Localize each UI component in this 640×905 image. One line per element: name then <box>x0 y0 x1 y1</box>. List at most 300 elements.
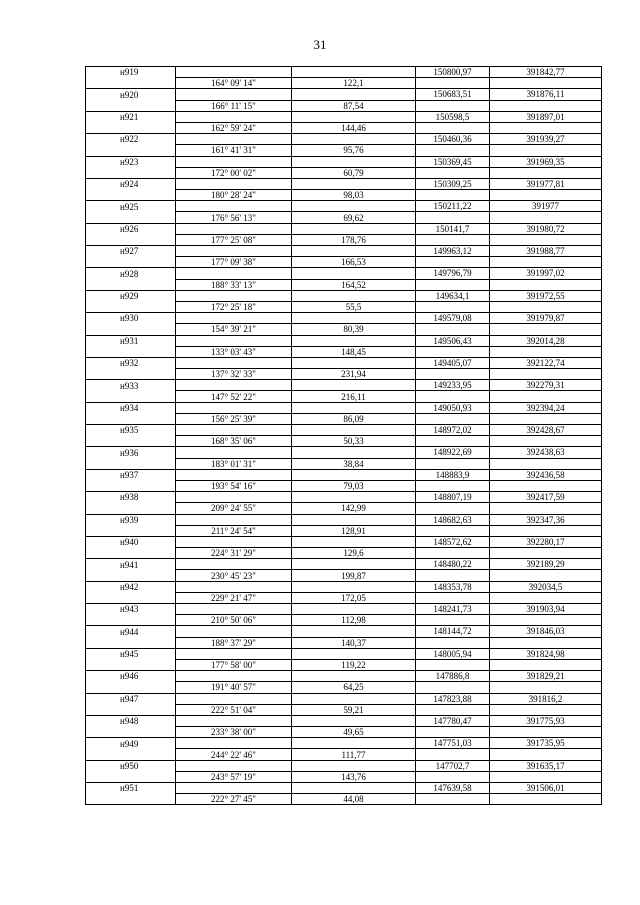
empty-cell <box>176 693 292 704</box>
point-name: н936 <box>86 447 176 458</box>
segment-row <box>86 190 602 201</box>
point-row <box>86 67 602 78</box>
segment-row <box>86 592 602 603</box>
empty-cell <box>176 671 292 682</box>
segment-length: 95,76 <box>292 145 416 156</box>
empty-cell <box>86 592 176 603</box>
point-name: н933 <box>86 380 176 391</box>
x-coordinate: 150598,5 <box>416 111 490 122</box>
empty-cell <box>416 682 490 693</box>
empty-cell <box>86 548 176 559</box>
x-coordinate: 148480,22 <box>416 559 490 570</box>
y-coordinate: 391977,81 <box>490 178 602 189</box>
y-coordinate: 391824,98 <box>490 648 602 659</box>
segment-length: 60,79 <box>292 167 416 178</box>
empty-cell <box>292 514 416 525</box>
empty-cell <box>176 134 292 145</box>
empty-cell <box>176 738 292 749</box>
segment-row <box>86 503 602 514</box>
point-row <box>86 357 602 368</box>
empty-cell <box>490 637 602 648</box>
empty-cell <box>416 659 490 670</box>
y-coordinate: 392189,29 <box>490 559 602 570</box>
segment-length: 166,53 <box>292 257 416 268</box>
segment-length: 164,52 <box>292 279 416 290</box>
empty-cell <box>176 246 292 257</box>
empty-cell <box>416 301 490 312</box>
empty-cell <box>86 391 176 402</box>
y-coordinate: 391972,55 <box>490 290 602 301</box>
y-coordinate: 392014,28 <box>490 335 602 346</box>
empty-cell <box>86 503 176 514</box>
segment-row <box>86 615 602 626</box>
empty-cell <box>416 212 490 223</box>
point-name: н937 <box>86 469 176 480</box>
y-coordinate: 391988,77 <box>490 246 602 257</box>
point-row <box>86 223 602 234</box>
segment-length: 122,1 <box>292 78 416 89</box>
empty-cell <box>416 167 490 178</box>
direction-angle: 164° 09' 14" <box>176 78 292 89</box>
direction-angle: 224° 31' 29" <box>176 548 292 559</box>
empty-cell <box>490 369 602 380</box>
empty-cell <box>176 290 292 301</box>
point-name: н951 <box>86 783 176 794</box>
point-name: н939 <box>86 514 176 525</box>
segment-length: 80,39 <box>292 324 416 335</box>
empty-cell <box>176 223 292 234</box>
empty-cell <box>86 771 176 782</box>
empty-cell <box>490 122 602 133</box>
point-name: н919 <box>86 67 176 78</box>
segment-length: 178,76 <box>292 234 416 245</box>
empty-cell <box>292 380 416 391</box>
empty-cell <box>86 615 176 626</box>
x-coordinate: 150460,36 <box>416 134 490 145</box>
point-name: н935 <box>86 425 176 436</box>
empty-cell <box>490 324 602 335</box>
empty-cell <box>86 727 176 738</box>
y-coordinate: 391969,35 <box>490 156 602 167</box>
x-coordinate: 149506,43 <box>416 335 490 346</box>
empty-cell <box>176 111 292 122</box>
empty-cell <box>490 525 602 536</box>
empty-cell <box>416 548 490 559</box>
empty-cell <box>416 234 490 245</box>
point-name: н924 <box>86 178 176 189</box>
empty-cell <box>292 201 416 212</box>
empty-cell <box>416 503 490 514</box>
empty-cell <box>292 357 416 368</box>
y-coordinate: 392436,58 <box>490 469 602 480</box>
empty-cell <box>490 503 602 514</box>
direction-angle: 161° 41' 31" <box>176 145 292 156</box>
empty-cell <box>86 167 176 178</box>
point-name: н934 <box>86 402 176 413</box>
point-row <box>86 715 602 726</box>
y-coordinate: 392347,36 <box>490 514 602 525</box>
empty-cell <box>292 536 416 547</box>
empty-cell <box>292 111 416 122</box>
empty-cell <box>490 436 602 447</box>
segment-row <box>86 100 602 111</box>
empty-cell <box>416 436 490 447</box>
direction-angle: 244° 22' 46" <box>176 749 292 760</box>
empty-cell <box>176 492 292 503</box>
empty-cell <box>86 749 176 760</box>
point-name: н946 <box>86 671 176 682</box>
empty-cell <box>86 122 176 133</box>
x-coordinate: 148353,78 <box>416 581 490 592</box>
x-coordinate: 147823,88 <box>416 693 490 704</box>
point-row <box>86 380 602 391</box>
empty-cell <box>292 335 416 346</box>
empty-cell <box>176 201 292 212</box>
point-name: н949 <box>86 738 176 749</box>
segment-length: 87,54 <box>292 100 416 111</box>
empty-cell <box>176 559 292 570</box>
direction-angle: 188° 37' 29" <box>176 637 292 648</box>
y-coordinate: 392034,5 <box>490 581 602 592</box>
x-coordinate: 149579,08 <box>416 313 490 324</box>
segment-row <box>86 458 602 469</box>
y-coordinate: 392417,59 <box>490 492 602 503</box>
direction-angle: 191° 40' 57" <box>176 682 292 693</box>
segment-length: 38,84 <box>292 458 416 469</box>
empty-cell <box>176 89 292 100</box>
empty-cell <box>86 570 176 581</box>
segment-row <box>86 480 602 491</box>
segment-length: 199,87 <box>292 570 416 581</box>
coordinates-table-body <box>86 67 602 805</box>
segment-row <box>86 749 602 760</box>
x-coordinate: 148972,02 <box>416 425 490 436</box>
direction-angle: 222° 27' 45" <box>176 794 292 805</box>
empty-cell <box>292 604 416 615</box>
empty-cell <box>176 156 292 167</box>
empty-cell <box>86 78 176 89</box>
direction-angle: 156° 25' 39" <box>176 413 292 424</box>
empty-cell <box>292 156 416 167</box>
x-coordinate: 150309,25 <box>416 178 490 189</box>
empty-cell <box>86 525 176 536</box>
segment-length: 142,99 <box>292 503 416 514</box>
point-name: н930 <box>86 313 176 324</box>
point-name: н932 <box>86 357 176 368</box>
empty-cell <box>176 715 292 726</box>
direction-angle: 243° 57' 19" <box>176 771 292 782</box>
empty-cell <box>490 413 602 424</box>
segment-length: 148,45 <box>292 346 416 357</box>
y-coordinate: 392438,63 <box>490 447 602 458</box>
point-name: н925 <box>86 201 176 212</box>
empty-cell <box>86 458 176 469</box>
point-name: н950 <box>86 760 176 771</box>
empty-cell <box>292 648 416 659</box>
point-name: н929 <box>86 290 176 301</box>
empty-cell <box>86 257 176 268</box>
segment-row <box>86 436 602 447</box>
empty-cell <box>490 145 602 156</box>
segment-length: 143,76 <box>292 771 416 782</box>
direction-angle: 133° 03' 43" <box>176 346 292 357</box>
empty-cell <box>176 760 292 771</box>
x-coordinate: 149405,07 <box>416 357 490 368</box>
empty-cell <box>86 100 176 111</box>
direction-angle: 230° 45' 23" <box>176 570 292 581</box>
empty-cell <box>416 727 490 738</box>
direction-angle: 172° 00' 02" <box>176 167 292 178</box>
y-coordinate: 391842,77 <box>490 67 602 78</box>
point-row <box>86 335 602 346</box>
empty-cell <box>490 592 602 603</box>
segment-row <box>86 771 602 782</box>
empty-cell <box>416 145 490 156</box>
empty-cell <box>416 279 490 290</box>
empty-cell <box>490 234 602 245</box>
empty-cell <box>176 268 292 279</box>
point-name: н942 <box>86 581 176 592</box>
segment-length: 128,91 <box>292 525 416 536</box>
x-coordinate: 148144,72 <box>416 626 490 637</box>
empty-cell <box>416 257 490 268</box>
y-coordinate: 391939,27 <box>490 134 602 145</box>
empty-cell <box>176 469 292 480</box>
empty-cell <box>416 525 490 536</box>
empty-cell <box>176 536 292 547</box>
direction-angle: 211° 24' 54" <box>176 525 292 536</box>
empty-cell <box>292 715 416 726</box>
empty-cell <box>86 413 176 424</box>
point-row <box>86 313 602 324</box>
segment-row <box>86 145 602 156</box>
point-name: н921 <box>86 111 176 122</box>
empty-cell <box>176 783 292 794</box>
empty-cell <box>490 279 602 290</box>
empty-cell <box>292 693 416 704</box>
y-coordinate: 392122,74 <box>490 357 602 368</box>
direction-angle: 177° 09' 38" <box>176 257 292 268</box>
point-name: н948 <box>86 715 176 726</box>
segment-row <box>86 659 602 670</box>
empty-cell <box>292 783 416 794</box>
empty-cell <box>490 615 602 626</box>
empty-cell <box>292 89 416 100</box>
empty-cell <box>292 313 416 324</box>
empty-cell <box>416 637 490 648</box>
segment-length: 79,03 <box>292 480 416 491</box>
y-coordinate: 391735,95 <box>490 738 602 749</box>
point-row <box>86 178 602 189</box>
segment-length: 119,22 <box>292 659 416 670</box>
direction-angle: 188° 33' 13" <box>176 279 292 290</box>
segment-row <box>86 413 602 424</box>
empty-cell <box>490 727 602 738</box>
segment-length: 172,05 <box>292 592 416 603</box>
x-coordinate: 147751,03 <box>416 738 490 749</box>
empty-cell <box>416 122 490 133</box>
empty-cell <box>86 794 176 805</box>
empty-cell <box>490 301 602 312</box>
x-coordinate: 148572,62 <box>416 536 490 547</box>
segment-row <box>86 301 602 312</box>
segment-row <box>86 682 602 693</box>
empty-cell <box>86 279 176 290</box>
point-row <box>86 111 602 122</box>
empty-cell <box>416 749 490 760</box>
point-name: н927 <box>86 246 176 257</box>
empty-cell <box>416 78 490 89</box>
segment-length: 129,6 <box>292 548 416 559</box>
segment-length: 231,94 <box>292 369 416 380</box>
point-row <box>86 447 602 458</box>
point-name: н922 <box>86 134 176 145</box>
empty-cell <box>292 402 416 413</box>
segment-length: 59,21 <box>292 704 416 715</box>
point-name: н931 <box>86 335 176 346</box>
point-row <box>86 469 602 480</box>
empty-cell <box>86 682 176 693</box>
empty-cell <box>176 604 292 615</box>
x-coordinate: 150800,97 <box>416 67 490 78</box>
x-coordinate: 147639,58 <box>416 783 490 794</box>
x-coordinate: 149233,95 <box>416 380 490 391</box>
point-row <box>86 559 602 570</box>
empty-cell <box>176 357 292 368</box>
empty-cell <box>86 324 176 335</box>
y-coordinate: 392279,31 <box>490 380 602 391</box>
direction-angle: 176° 56' 13" <box>176 212 292 223</box>
point-row <box>86 492 602 503</box>
segment-length: 69,62 <box>292 212 416 223</box>
segment-row <box>86 704 602 715</box>
point-name: н928 <box>86 268 176 279</box>
segment-row <box>86 212 602 223</box>
empty-cell <box>176 626 292 637</box>
point-name: н941 <box>86 559 176 570</box>
x-coordinate: 149050,93 <box>416 402 490 413</box>
segment-row <box>86 637 602 648</box>
point-row <box>86 156 602 167</box>
empty-cell <box>416 615 490 626</box>
x-coordinate: 148005,94 <box>416 648 490 659</box>
empty-cell <box>292 67 416 78</box>
segment-row <box>86 794 602 805</box>
empty-cell <box>292 760 416 771</box>
segment-row <box>86 122 602 133</box>
empty-cell <box>86 346 176 357</box>
empty-cell <box>416 592 490 603</box>
segment-row <box>86 78 602 89</box>
point-row <box>86 514 602 525</box>
point-row <box>86 201 602 212</box>
direction-angle: 180° 28' 24" <box>176 190 292 201</box>
empty-cell <box>86 436 176 447</box>
x-coordinate: 147886,8 <box>416 671 490 682</box>
segment-row <box>86 346 602 357</box>
y-coordinate: 391846,03 <box>490 626 602 637</box>
empty-cell <box>490 458 602 469</box>
point-name: н920 <box>86 89 176 100</box>
point-name: н940 <box>86 536 176 547</box>
empty-cell <box>292 581 416 592</box>
point-row <box>86 738 602 749</box>
empty-cell <box>86 301 176 312</box>
x-coordinate: 148922,69 <box>416 447 490 458</box>
segment-row <box>86 324 602 335</box>
empty-cell <box>490 548 602 559</box>
empty-cell <box>416 704 490 715</box>
empty-cell <box>416 100 490 111</box>
segment-length: 140,37 <box>292 637 416 648</box>
direction-angle: 177° 25' 08" <box>176 234 292 245</box>
direction-angle: 229° 21' 47" <box>176 592 292 603</box>
empty-cell <box>176 67 292 78</box>
point-row <box>86 290 602 301</box>
y-coordinate: 392428,67 <box>490 425 602 436</box>
direction-angle: 147° 52' 22" <box>176 391 292 402</box>
empty-cell <box>86 145 176 156</box>
segment-length: 44,08 <box>292 794 416 805</box>
segment-row <box>86 570 602 581</box>
empty-cell <box>490 704 602 715</box>
empty-cell <box>490 659 602 670</box>
empty-cell <box>416 369 490 380</box>
segment-length: 55,5 <box>292 301 416 312</box>
point-row <box>86 581 602 592</box>
empty-cell <box>292 268 416 279</box>
segment-length: 111,77 <box>292 749 416 760</box>
empty-cell <box>292 469 416 480</box>
direction-angle: 183° 01' 31" <box>176 458 292 469</box>
x-coordinate: 148883,9 <box>416 469 490 480</box>
empty-cell <box>176 581 292 592</box>
empty-cell <box>292 223 416 234</box>
empty-cell <box>176 178 292 189</box>
segment-length: 86,09 <box>292 413 416 424</box>
y-coordinate: 391903,94 <box>490 604 602 615</box>
point-name: н926 <box>86 223 176 234</box>
segment-row <box>86 727 602 738</box>
empty-cell <box>292 290 416 301</box>
empty-cell <box>86 234 176 245</box>
empty-cell <box>490 100 602 111</box>
point-row <box>86 604 602 615</box>
page-number: 31 <box>313 37 327 52</box>
empty-cell <box>292 425 416 436</box>
y-coordinate: 391980,72 <box>490 223 602 234</box>
empty-cell <box>490 190 602 201</box>
empty-cell <box>416 190 490 201</box>
empty-cell <box>490 682 602 693</box>
x-coordinate: 149796,79 <box>416 268 490 279</box>
empty-cell <box>416 794 490 805</box>
segment-length: 50,33 <box>292 436 416 447</box>
direction-angle: 137° 32' 33" <box>176 369 292 380</box>
direction-angle: 172° 25' 18" <box>176 301 292 312</box>
segment-length: 112,98 <box>292 615 416 626</box>
segment-row <box>86 167 602 178</box>
empty-cell <box>490 749 602 760</box>
empty-cell <box>86 190 176 201</box>
empty-cell <box>176 514 292 525</box>
empty-cell <box>490 212 602 223</box>
empty-cell <box>490 480 602 491</box>
segment-length: 216,11 <box>292 391 416 402</box>
direction-angle: 222° 51' 04" <box>176 704 292 715</box>
point-row <box>86 671 602 682</box>
y-coordinate: 391816,2 <box>490 693 602 704</box>
